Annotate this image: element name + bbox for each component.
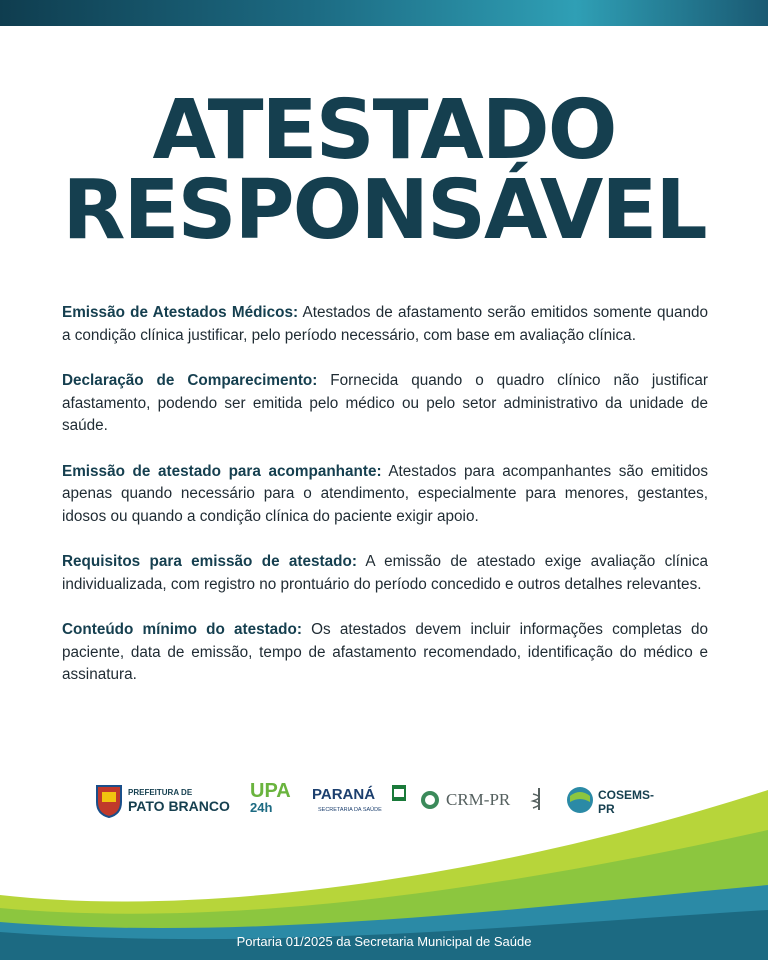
section-declaracao-comparecimento bbox=[62, 370, 708, 438]
partner-logos bbox=[90, 780, 690, 820]
logo-cosems-text: COSEMS-PR bbox=[598, 788, 655, 816]
top-banner-bar bbox=[0, 0, 768, 26]
logo-crm-text: CRM-PR bbox=[446, 790, 511, 809]
section-heading: Conteúdo mínimo do atestado: bbox=[62, 621, 302, 638]
coat-of-arms-icon bbox=[94, 782, 124, 818]
logo-upa-24h: 24h bbox=[250, 800, 273, 815]
section-text: A emissão de atestado exige avaliação clínica individualizada, com registro no prontuário do período concedido e outros detalhes relevantes. bbox=[62, 553, 708, 593]
section-heading: Declaração de Comparecimento: bbox=[62, 372, 318, 389]
logo-pato-branco-main: PATO BRANCO bbox=[128, 798, 230, 814]
logo-crm-pr bbox=[420, 780, 550, 820]
logo-cosems-pr bbox=[566, 780, 666, 820]
section-text: Atestados de afastamento serão emitidos somente quando a condição clínica justificar, pelo período necessário, com base em avaliação clínica. bbox=[62, 304, 709, 344]
section-text: Fornecida quando o quadro clínico não justificar afastamento, podendo ser emitida pelo médico ou pelo setor administrativo da unidade de saúde. bbox=[62, 372, 708, 434]
section-acompanhante bbox=[62, 461, 708, 529]
section-requisitos bbox=[62, 551, 708, 596]
section-text: Atestados para acompanhantes são emitidos apenas quando necessário para o atendimento, especialmente para menores, gestantes, idosos ou quando a condição clínica do paciente exigir apoio. bbox=[62, 462, 708, 525]
logo-upa bbox=[250, 780, 302, 820]
section-text: Os atestados devem incluir informações completas do paciente, data de emissão, tempo de afastamento recomendado, identificação do médico e assinatura. bbox=[62, 621, 708, 683]
logo-parana bbox=[312, 780, 408, 820]
logo-pato-branco bbox=[90, 780, 240, 820]
logo-pato-branco-top: PREFEITURA DE bbox=[128, 788, 193, 797]
caduceus-icon bbox=[530, 788, 548, 810]
section-heading: Emissão de atestado para acompanhante: bbox=[62, 462, 382, 480]
section-atestados-medicos bbox=[62, 302, 708, 347]
section-heading: Emissão de Atestados Médicos: bbox=[62, 304, 299, 321]
document-body bbox=[62, 302, 708, 710]
parana-flag-icon bbox=[392, 785, 406, 801]
page-title-line1: ATESTADO bbox=[152, 83, 616, 178]
logo-parana-text: PARANÁ bbox=[312, 786, 376, 803]
section-conteudo-minimo bbox=[62, 619, 708, 687]
logo-parana-sub: SECRETARIA DA SAÚDE bbox=[318, 807, 382, 813]
section-heading: Requisitos para emissão de atestado: bbox=[62, 553, 357, 570]
crm-emblem-icon bbox=[420, 790, 440, 810]
page-title-line2: RESPONSÁVEL bbox=[62, 163, 706, 258]
logo-upa-text: UPA bbox=[250, 780, 291, 802]
cosems-globe-icon bbox=[566, 786, 594, 814]
footer-portaria: Portaria 01/2025 da Secretaria Municipal de Saúde bbox=[236, 934, 532, 949]
